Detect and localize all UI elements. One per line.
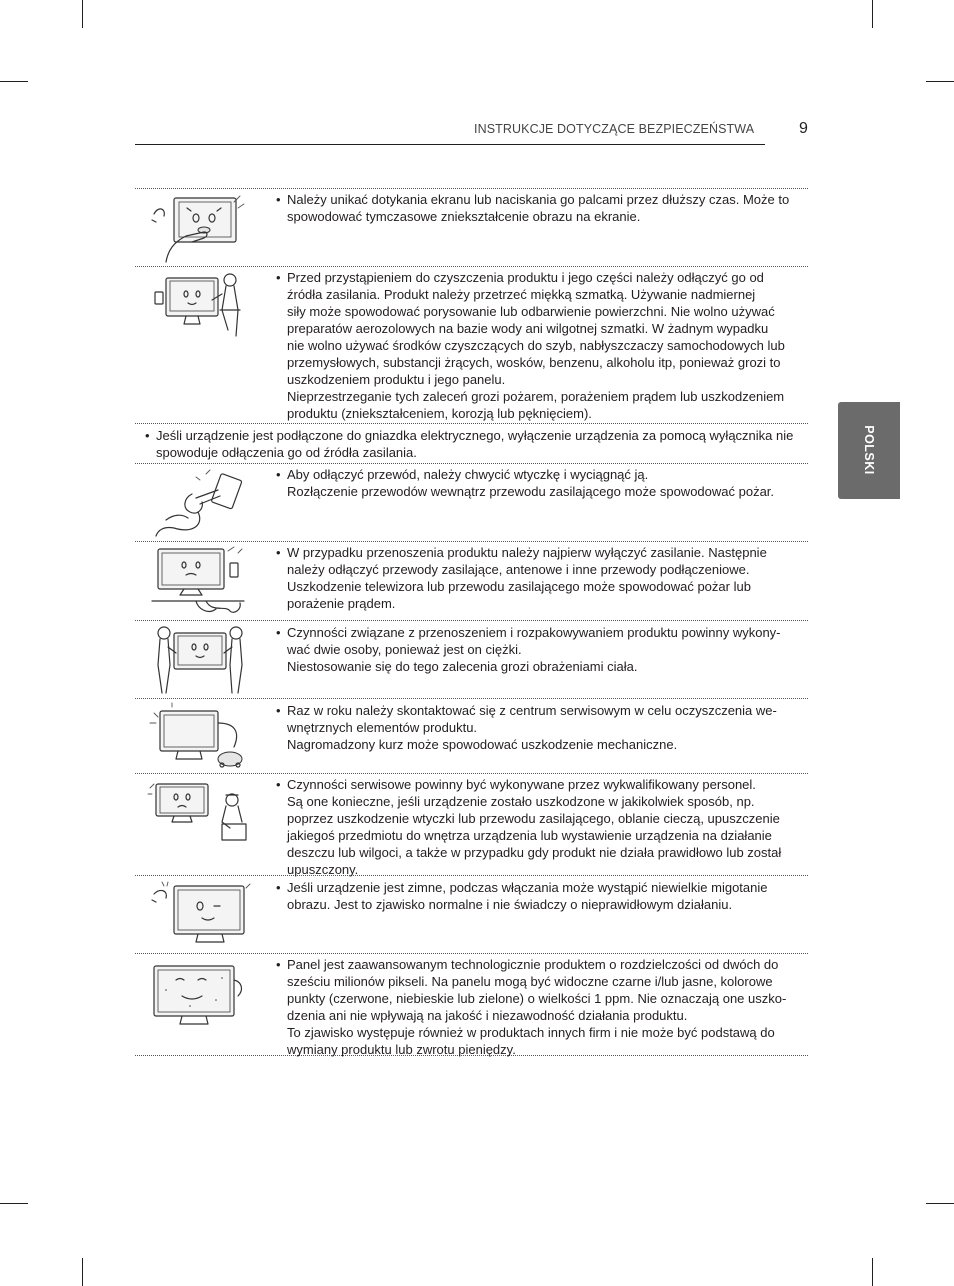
text-line: źródła zasilania. Produkt należy przetrzeć miękką szmatką. Używanie nadmiernej bbox=[287, 287, 756, 302]
text-line: Aby odłączyć przewód, należy chwycić wtyczkę i wyciągnąć ją. bbox=[287, 467, 649, 482]
row-divider bbox=[135, 698, 808, 699]
tv-unplug-cables-illustration bbox=[146, 545, 250, 617]
text-line: Jeśli urządzenie jest zimne, podczas włączania może wystąpić niewielkie migotanie bbox=[287, 880, 768, 895]
text-line: przemysłowych, substancji żrących, wosków, benzenu, alkoholu itp, ponieważ grozi to bbox=[287, 355, 781, 370]
text-line: Nieprzestrzeganie tych zaleceń grozi pożarem, porażeniem prądem lub uszkodzeniem bbox=[287, 389, 785, 404]
header-rule bbox=[135, 144, 765, 145]
language-tab-label: POLSKI bbox=[862, 425, 876, 475]
row-divider bbox=[135, 423, 808, 424]
safety-text bbox=[287, 466, 802, 500]
text-line: Należy unikać dotykania ekranu lub naciskania go palcami przez dłuższy czas. Może to bbox=[287, 192, 790, 207]
text-line: punkty (czerwone, niebieskie lub zielone) o wielkości 1 ppm. Nie oznaczają one uszko- bbox=[287, 991, 787, 1006]
safety-text bbox=[287, 776, 802, 878]
row-divider bbox=[135, 188, 808, 189]
crop-mark bbox=[926, 1203, 954, 1204]
text-line: porażenie prądem. bbox=[287, 596, 396, 611]
text-line: Jeśli urządzenie jest podłączone do gniazdka elektrycznego, wyłączenie urządzenia za pomocą wyłącznika bbox=[156, 428, 773, 443]
row-divider bbox=[135, 266, 808, 267]
text-line: Uszkodzenie telewizora lub przewodu zasilającego może spowodować pożar lub bbox=[287, 579, 751, 594]
text-line: jakiegoś przedmiotu do wnętrza urządzenia lub wystawienie urządzenia na działanie bbox=[287, 828, 772, 843]
language-tab bbox=[838, 402, 900, 499]
text-line: Czynności serwisowe powinny być wykonywane przez wykwalifikowany personel. bbox=[287, 777, 756, 792]
text-line: Panel jest zaawansowanym technologicznie produktem o rozdzielczości od dwóch do bbox=[287, 957, 779, 972]
text-line: Przed przystąpieniem do czyszczenia produktu i jego części należy odłączyć go od bbox=[287, 270, 764, 285]
tv-vacuum-cleaning-illustration bbox=[146, 703, 246, 769]
safety-text bbox=[287, 879, 802, 913]
text-line: nie wolno używać środków czyszczących do szyb, nabłyszczaczy samochodowych lub bbox=[287, 338, 785, 353]
bullet-symbol: • bbox=[276, 545, 281, 560]
plug-unplug-illustration bbox=[146, 468, 246, 540]
crop-mark bbox=[0, 81, 28, 82]
crop-mark bbox=[82, 0, 83, 28]
text-line: Nagromadzony kurz może spowodować uszkodzenie mechaniczne. bbox=[287, 737, 678, 752]
bullet-symbol: • bbox=[276, 625, 281, 640]
bullet-symbol: • bbox=[276, 270, 281, 285]
text-line: deszczu lub wilgoci, a także w przypadku gdy produkt nie działa prawidłowo lub został bbox=[287, 845, 782, 860]
text-line: wymiany produktu lub zwrotu pieniędzy. bbox=[287, 1042, 516, 1057]
safety-text bbox=[287, 956, 802, 1058]
bullet-symbol: • bbox=[276, 467, 281, 482]
bullet-symbol: • bbox=[276, 880, 281, 895]
two-people-carrying-tv-illustration bbox=[146, 625, 246, 697]
tv-cleaning-illustration bbox=[146, 270, 246, 342]
text-line: To zjawisko występuje również w produktach innych firm i nie może być podstawą do bbox=[287, 1025, 775, 1040]
bullet-symbol: • bbox=[276, 192, 281, 207]
row-divider bbox=[135, 541, 808, 542]
section-title: INSTRUKCJE DOTYCZĄCE BEZPIECZEŃSTWA bbox=[474, 122, 755, 136]
text-line: obrazu. Jest to zjawisko normalne i nie świadczy o nieprawidłowym działaniu. bbox=[287, 897, 733, 912]
text-line: Są one konieczne, jeśli urządzenie zostało uszkodzone w jakikolwiek sposób, np. bbox=[287, 794, 755, 809]
text-line: produktu (zniekształceniem, korozją lub pęknięciem). bbox=[287, 406, 592, 421]
crop-mark bbox=[0, 1203, 28, 1204]
row-divider bbox=[135, 620, 808, 621]
bullet-symbol: • bbox=[276, 703, 281, 718]
bullet-symbol: • bbox=[276, 957, 281, 972]
safety-text bbox=[156, 427, 796, 461]
row-divider bbox=[135, 463, 808, 464]
text-line: siły może spowodować porysowanie lub odbarwienie powierzchni. Nie wolno używać bbox=[287, 304, 775, 319]
tv-flicker-illustration bbox=[146, 880, 250, 948]
row-divider bbox=[135, 953, 808, 954]
text-line: W przypadku przenoszenia produktu należy najpierw wyłączyć zasilanie. Następnie bbox=[287, 545, 767, 560]
text-line: Niestosowanie się do tego zalecenia grozi obrażeniami ciała. bbox=[287, 659, 638, 674]
safety-text bbox=[287, 702, 802, 753]
safety-text bbox=[287, 624, 802, 675]
text-line: spowodować tymczasowe zniekształcenie obrazu na ekranie. bbox=[287, 209, 641, 224]
text-line: wnętrznych elementów produktu. bbox=[287, 720, 478, 735]
bullet-symbol: • bbox=[145, 428, 150, 443]
text-line: poprzez uszkodzenie wtyczki lub przewodu zasilającego, oblanie cieczą, upuszczenie bbox=[287, 811, 780, 826]
safety-text bbox=[287, 544, 802, 612]
safety-text bbox=[287, 269, 802, 422]
crop-mark bbox=[926, 81, 954, 82]
text-line: uszkodzeniem produktu i jego panelu. bbox=[287, 372, 506, 387]
crop-mark bbox=[872, 0, 873, 28]
crop-mark bbox=[872, 1258, 873, 1286]
text-line: Raz w roku należy skontaktować się z centrum serwisowym w celu oczyszczenia we- bbox=[287, 703, 777, 718]
crop-mark bbox=[82, 1258, 83, 1286]
text-line: dzenia ani nie wpływają na jakość i niezawodność działania produktu. bbox=[287, 1008, 688, 1023]
tv-pixels-illustration bbox=[146, 960, 250, 1032]
row-divider bbox=[135, 773, 808, 774]
tv-service-technician-illustration bbox=[146, 780, 250, 846]
tv-touch-illustration bbox=[146, 192, 246, 264]
text-line: preparatów aerozolowych na bazie wody ani wilgotnej szmatki. W żadnym wypadku bbox=[287, 321, 769, 336]
text-line: upuszczony. bbox=[287, 862, 359, 877]
text-line: Rozłączenie przewodów wewnątrz przewodu zasilającego może spowodować pożar. bbox=[287, 484, 775, 499]
text-line: sześciu milionów pikseli. Na panelu mogą być widoczne czarne i/lub jasne, kolorowe bbox=[287, 974, 773, 989]
text-line: nie spowoduje odłączenia go od źródła zasilania. bbox=[156, 428, 794, 460]
text-line: należy odłączyć przewody zasilające, antenowe i inne przewody podłączeniowe. bbox=[287, 562, 750, 577]
safety-text bbox=[287, 191, 802, 225]
text-line: Czynności związane z przenoszeniem i rozpakowywaniem produktu powinny wykony- bbox=[287, 625, 781, 640]
bullet-symbol: • bbox=[276, 777, 281, 792]
page-number: 9 bbox=[799, 120, 808, 137]
text-line: wać dwie osoby, ponieważ jest on ciężki. bbox=[287, 642, 522, 657]
